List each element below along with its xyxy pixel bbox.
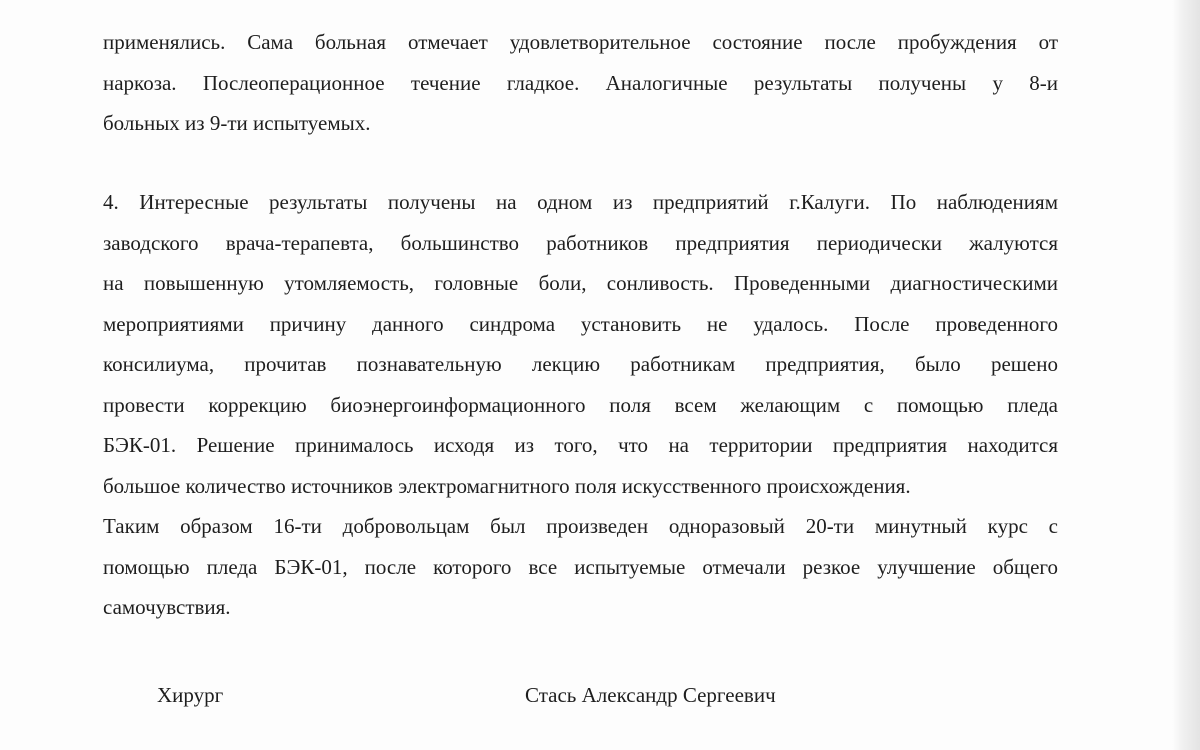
paragraph-continuation (103, 22, 1058, 144)
text-line: консилиума, прочитав познавательную лекцию работникам предприятия, было решено (103, 352, 1058, 376)
text-line: применялись. Сама больная отмечает удовлетворительное состояние после пробуждения от (103, 30, 1058, 54)
text-line: 4. Интересные результаты получены на одном из предприятий г.Калуги. По наблюдениям (103, 190, 1058, 214)
scan-edge-shadow (1172, 0, 1200, 750)
text-line: на повышенную утомляемость, головные боли, сонливость. Проведенными диагностическими (103, 271, 1058, 295)
text-line: наркоза. Послеоперационное течение гладкое. Аналогичные результаты получены у 8-и (103, 70, 1058, 95)
text-line: Таким образом 16-ти добровольцам был произведен одноразовый 20-ти минутный курс с (103, 514, 1058, 538)
text-line: больных из 9-ти испытуемых. (103, 111, 371, 135)
text-line: мероприятиями причину данного синдрома установить не удалось. После проведенного (103, 311, 1058, 336)
text-line: заводского врача-терапевта, большинство работников предприятия периодически жалуются (103, 230, 1058, 255)
text-line: большое количество источников электромагнитного поля искусственного происхождения. (103, 473, 911, 498)
paragraph-item-4 (103, 182, 1058, 628)
text-line: самочувствия. (103, 595, 231, 619)
signature-position: Хирург (157, 683, 224, 707)
text-line: БЭК-01. Решение принималось исходя из того, что на территории предприятия находится (103, 433, 1058, 457)
text-line: провести коррекцию биоэнергоинформационного поля всем желающим с помощью пледа (103, 392, 1058, 417)
signature-name: Стась Александр Сергеевич (525, 683, 776, 707)
text-line: помощью пледа БЭК-01, после которого все испытуемые отмечали резкое улучшение общего (103, 554, 1058, 579)
